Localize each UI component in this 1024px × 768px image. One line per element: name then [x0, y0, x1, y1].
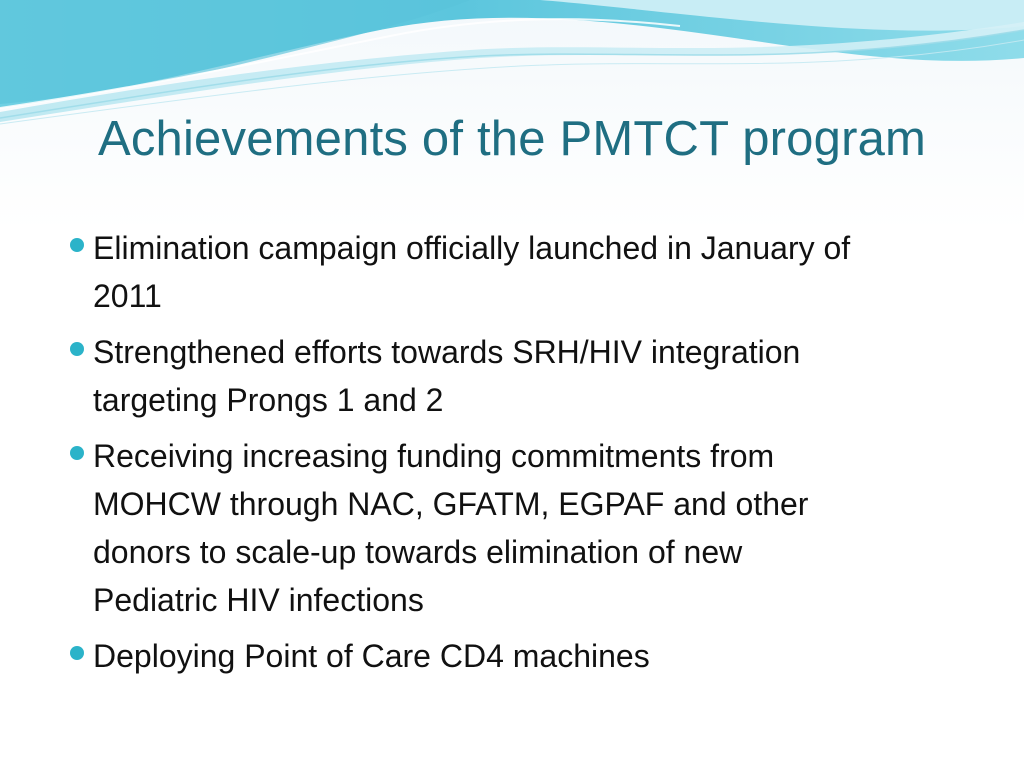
bullet-line: targeting Prongs 1 and 2	[93, 382, 444, 418]
bullet-dot-icon	[70, 238, 84, 252]
bullet-line: Deploying Point of Care CD4 machines	[93, 638, 650, 674]
bullet-line: Elimination campaign officially launched in January of	[93, 230, 851, 266]
bullet-line: Pediatric HIV infections	[93, 582, 424, 618]
bullet-item	[64, 328, 984, 424]
bullet-dot-icon	[70, 342, 84, 356]
bullet-item	[64, 224, 984, 320]
bullet-line: MOHCW through NAC, GFATM, EGPAF and other	[93, 486, 809, 522]
bullet-line: Strengthened efforts towards SRH/HIV integration	[93, 334, 801, 370]
bullet-line: 2011	[93, 278, 162, 314]
bullet-item	[64, 632, 984, 680]
bullet-dot-icon	[70, 446, 84, 460]
bullet-list	[64, 224, 984, 688]
bullet-dot-icon	[70, 646, 84, 660]
bullet-line: donors to scale-up towards elimination of new	[93, 534, 743, 570]
slide-title: Achievements of the PMTCT program	[97, 112, 927, 166]
bullet-item	[64, 432, 984, 624]
bullet-line: Receiving increasing funding commitments from	[93, 438, 775, 474]
